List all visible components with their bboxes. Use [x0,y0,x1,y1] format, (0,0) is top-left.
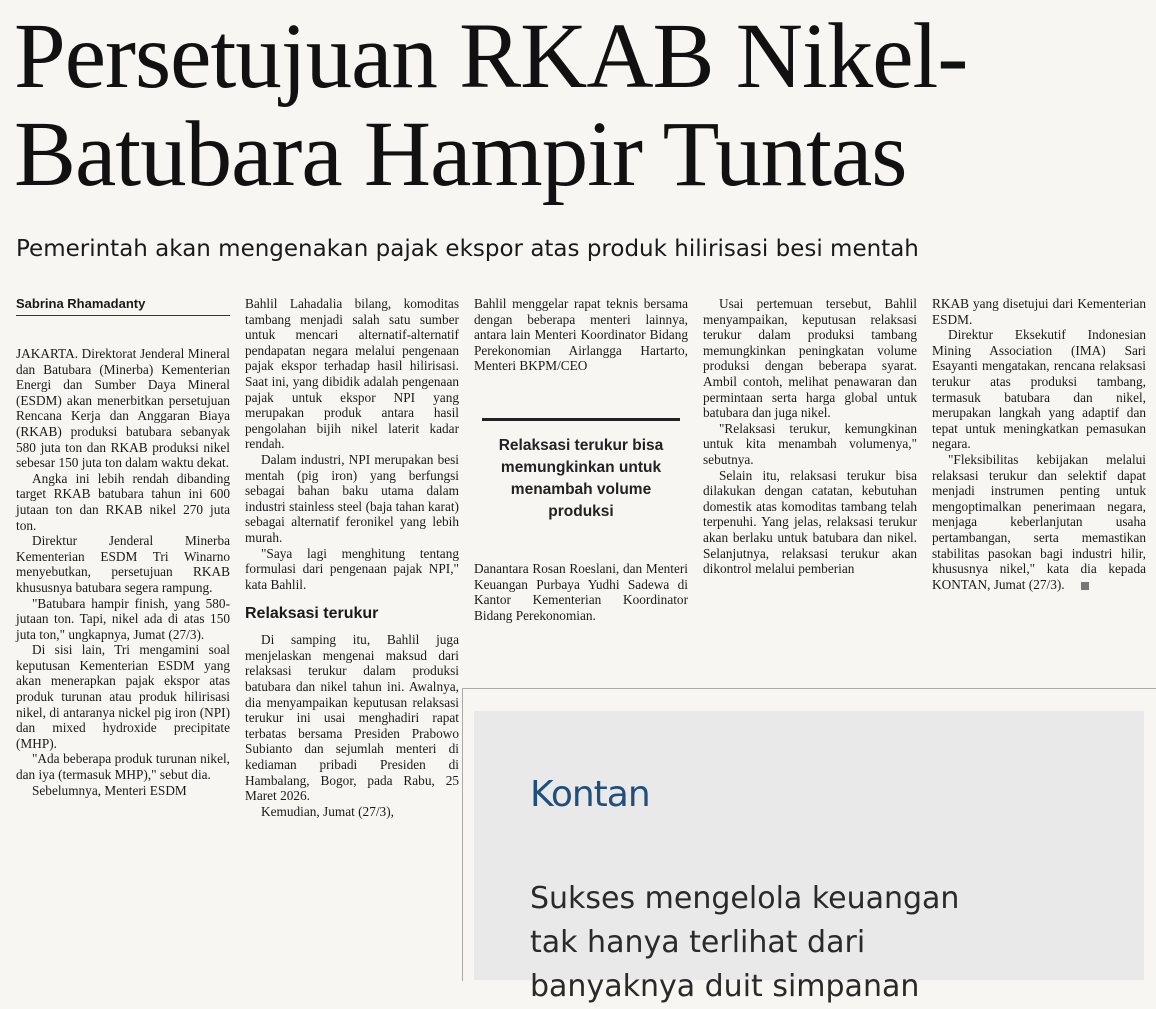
paragraph: "Batubara hampir finish, yang 580-jutaan ton. Tapi, nikel ada di atas 150 juta ton," ungkapnya, Jumat (27/3). [16,595,230,642]
paragraph: RKAB yang disetujui dari Kementerian ESDM. [932,296,1146,327]
pull-quote: Relaksasi terukur bisa memungkinkan untuk menambah volume produksi [482,418,680,523]
article-column-5 [932,296,1146,592]
article-column-2 [245,296,459,819]
headline-line-1: Persetujuan RKAB Nikel- [14,5,968,108]
paragraph-text: "Fleksibilitas kebijakan melalui relaksasi terukur dan selektif dapat menjadi instrumen penting untuk mengoptimalkan penerimaan negara, menjaga keberlanjutan usaha pertambangan, serta memastikan stabilitas pasokan bagi industri hilir, khususnya nikel," kata dia kepada KONTAN, Jumat (27/3). [932,451,1146,592]
subheadline: Pemerintah akan mengenakan pajak ekspor atas produk hilirisasi besi mentah [16,236,919,262]
paragraph: "Ada beberapa produk turunan nikel, dan iya (termasuk MHP)," sebut dia. [16,751,230,783]
paragraph: Bahlil menggelar rapat teknis bersama dengan beberapa menteri lainnya, antara lain Menteri Koordinator Bidang Perekonomian Airlangga Hartarto, Menteri BKPM/CEO [474,296,688,374]
advertisement-text [530,877,1130,1009]
paragraph: Di sisi lain, Tri mengamini soal keputusan Kementerian ESDM yang akan menerapkan pajak ekspor atas produk turunan atau produk hilirisasi nikel, di antaranya nickel pig iron (NPI) dan mixed hydroxide precipitate (MHP). [16,642,230,751]
article-column-3 [474,296,688,623]
kontan-logo: Kontan [530,774,650,815]
advertisement-line: Sukses mengelola keuangan [530,881,960,916]
article-column-1 [16,296,230,798]
paragraph: Direktur Jenderal Minerba Kementerian ESDM Tri Winarno menyebutkan, persetujuan RKAB khususnya batubara segera rampung. [16,533,230,595]
paragraph: Usai pertemuan tersebut, Bahlil menyampaikan, keputusan relaksasi terukur dalam produksi tambang memungkinkan peningkatan volume produksi dengan beberapa syarat. Ambil contoh, melihat penawaran dan permintaan serta harga global untuk batubara dan juga nikel. [703,296,917,421]
article-column-4 [703,296,917,577]
section-subheading: Relaksasi terukur [245,605,379,623]
byline: Sabrina Rhamadanty [16,296,230,316]
end-mark-icon [1081,582,1089,590]
advertisement [474,711,1144,1004]
paragraph: Direktur Eksekutif Indonesian Mining Association (IMA) Sari Esayanti mengatakan, rencana relaksasi terukur atas produksi tambang, termasuk batubara dan nikel, merupakan langkah yang adaptif dan tepat untuk meningkatkan pemasukan negara. [932,327,1146,452]
paragraph: Di samping itu, Bahlil juga menjelaskan mengenai maksud dari relaksasi terukur dalam produksi batubara dan nikel tahun ini. Awalnya, dia menyampaikan keputusan relaksasi terukur ini usai menghadiri rapat terbatas bersama Presiden Prabowo Subianto dan sejumlah menteri di kediaman pribadi Presiden di Hambalang, Bogor, pada Rabu, 25 Maret 2026. [245,632,459,804]
headline [14,5,1144,206]
paragraph [932,452,1146,592]
paragraph: Sebelumnya, Menteri ESDM [32,782,187,798]
advertisement-line: banyaknya duit simpanan [530,969,920,1004]
advertisement-line: tak hanya terlihat dari [530,925,866,960]
paragraph: Angka ini lebih rendah dibanding target RKAB batubara tahun ini 600 jutaan ton dan RKAB nikel 270 juta ton. [16,470,230,533]
paragraph: Dalam industri, NPI merupakan besi mentah (pig iron) yang berfungsi sebagai bahan baku utama dalam industri stainless steel (baja tahan karat) sebagai alternatif feronikel yang lebih murah. [245,451,459,545]
headline-line-2: Batubara Hampir Tuntas [14,103,907,206]
paragraph: "Saya lagi menghitung tentang formulasi dari pengenaan pajak NPI," kata Bahlil. [245,545,459,592]
paragraph: Selain itu, relaksasi terukur bisa dilakukan dengan catatan, kebutuhan domestik atas komoditas tambang telah terpenuhi. Yang jelas, relaksasi terukur akan berlaku untuk batubara dan nikel. Selanjutnya, relaksasi terukur akan dikontrol melalui pemberian [703,467,917,577]
paragraph: Kemudian, Jumat (27/3), [261,803,394,819]
paragraph: JAKARTA. Direktorat Jenderal Mineral dan Batubara (Minerba) Kementerian Energi dan Sumber Daya Mineral (ESDM) akan menerbitkan persetujuan Rencana Kerja dan Anggaran Biaya (RKAB) produksi batubara sebanyak 580 juta ton dan RKAB produksi nikel sebesar 150 juta ton dalam waktu dekat. [16,346,230,471]
paragraph: Danantara Rosan Roeslani, dan Menteri Keuangan Purbaya Yudhi Sadewa di Kantor Kementerian Koordinator Bidang Perekonomian. [474,560,688,623]
paragraph: Bahlil Lahadalia bilang, komoditas tambang menjadi salah satu sumber untuk mencari alternatif-alternatif pendapatan negara melalui pengenaan pajak ekspor terhadap hasil hilirisasi. Saat ini, yang dibidik adalah pengenaan pajak untuk ekspor NPI yang merupakan produk antara hasil pengolahan bijih nikel laterit kadar rendah. [245,296,459,452]
paragraph: "Relaksasi terukur, kemungkinan untuk kita menambah volumenya," sebutnya. [703,420,917,467]
